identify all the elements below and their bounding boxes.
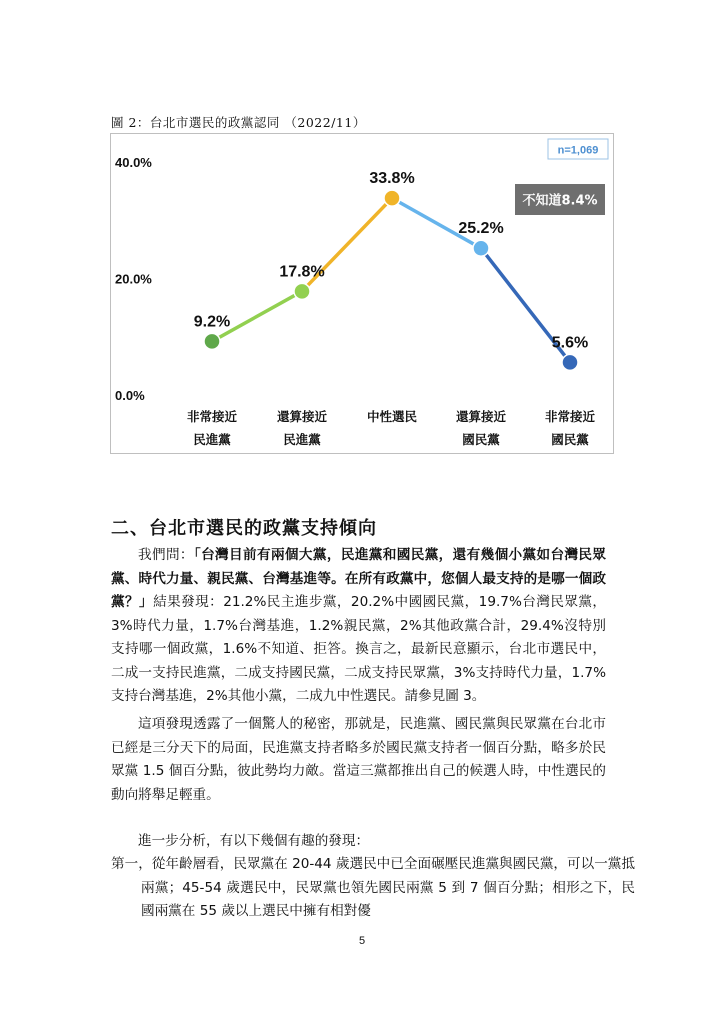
data-point bbox=[204, 333, 220, 349]
paragraph-1-lead: 我們問： bbox=[138, 547, 194, 563]
x-tick-label: 還算接近 bbox=[276, 409, 328, 424]
y-tick-label: 40.0% bbox=[115, 155, 152, 170]
paragraph-2: 這項發現透露了一個驚人的秘密，那就是，民進黨、國民黨與民眾黨在台北市已經是三分天下的局面，民進黨支持者略多於國民黨支持者一個百分點，略多於民眾黨 1.5 個百分點，彼此勢均力敵。當這三黨都推出自己的候選人時，中性選民的動向將舉足輕重。 bbox=[111, 716, 606, 803]
data-point bbox=[473, 240, 489, 256]
data-label: 33.8% bbox=[369, 170, 415, 188]
data-label: 17.8% bbox=[279, 263, 325, 281]
section-heading: 二、台北市選民的政黨支持傾向 bbox=[111, 518, 377, 539]
unknown-share-badge: 不知道8.4% bbox=[522, 193, 598, 209]
x-tick-label-line2: 民進黨 bbox=[193, 432, 231, 447]
x-tick-label-line2: 國民黨 bbox=[551, 432, 589, 447]
paragraph-1 bbox=[111, 544, 606, 709]
y-tick-label: 20.0% bbox=[115, 271, 152, 287]
data-point bbox=[294, 283, 310, 299]
data-label: 5.6% bbox=[551, 334, 589, 352]
y-tick-label: 0.0% bbox=[115, 388, 145, 403]
x-tick-label: 還算接近 bbox=[455, 409, 507, 424]
x-tick-label: 中性選民 bbox=[366, 409, 418, 424]
paragraph-1-question: 「台灣目前有兩個大黨，民進黨和國民黨，還有幾個小黨如台灣民眾黨、時代力量、親民黨、台灣基進等。在所有政黨中，您個人最支持的是哪一個政黨？」 bbox=[111, 547, 606, 610]
data-point bbox=[384, 190, 400, 206]
page-number: 5 bbox=[358, 935, 366, 947]
data-label: 9.2% bbox=[193, 313, 231, 331]
paragraph-3: 進一步分析，有以下幾個有趣的發現： bbox=[138, 833, 370, 849]
x-tick-label: 非常接近 bbox=[186, 409, 238, 424]
sample-size-badge: n=1,069 bbox=[557, 144, 599, 157]
paragraph-4: 第一，從年齡層看，民眾黨在 20-44 歲選民中已全面碾壓民進黨與國民黨，可以一黨抵兩黨；45-54 歲選民中，民眾黨也領先國民兩黨 5 到 7 個百分點；相形之下，民國兩黨在 55 歲以上選民中擁有相對優 bbox=[111, 856, 635, 919]
party-identity-chart bbox=[110, 133, 614, 454]
figure-caption: 圖 2：台北市選民的政黨認同 （2022/11） bbox=[111, 115, 366, 130]
paragraph-1-body: 結果發現：21.2%民主進步黨，20.2%中國國民黨，19.7%台灣民眾黨，3%時代力量，1.7%台灣基進，1.2%親民黨，2%其他政黨合計，29.4%沒特別支持哪一個政黨，1.6%不知道、拒答。換言之，最新民意顯示，台北市選民中，二成一支持民進黨，二成支持國民黨，二成支持民眾黨，3%支持時代力量，1.7%支持台灣基進，2%其他小黨，二成九中性選民。請參見圖 3。 bbox=[111, 594, 606, 704]
x-tick-label-line2: 民進黨 bbox=[283, 432, 321, 447]
chart-svg bbox=[111, 134, 615, 455]
x-tick-label: 非常接近 bbox=[544, 409, 596, 424]
data-point bbox=[562, 354, 578, 370]
data-label: 25.2% bbox=[458, 220, 504, 238]
x-tick-label-line2: 國民黨 bbox=[462, 432, 500, 447]
